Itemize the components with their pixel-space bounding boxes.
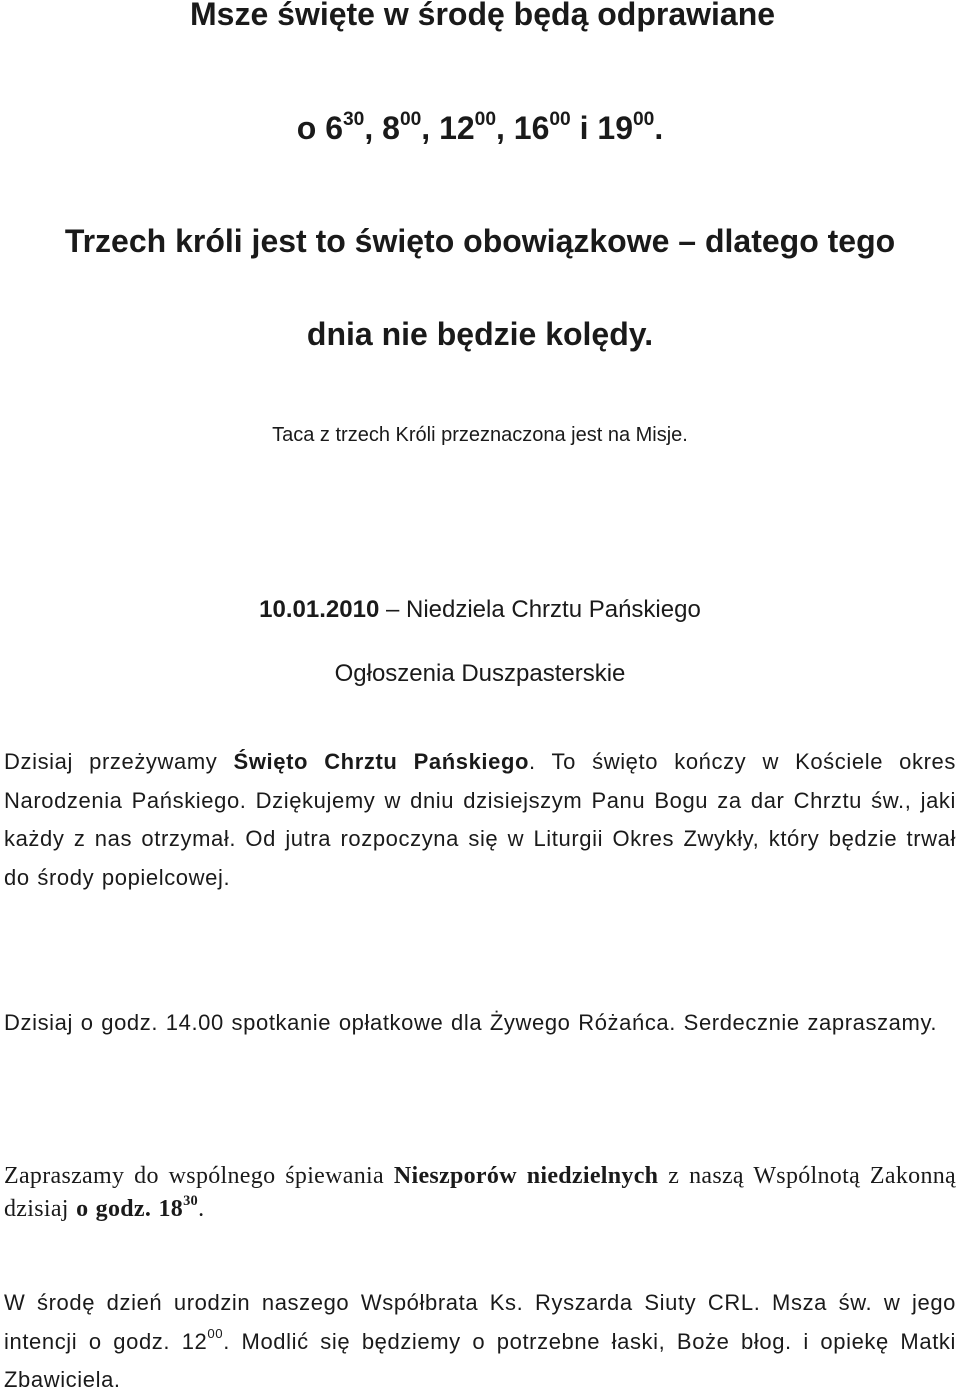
announcement-bold: o godz. 18	[76, 1196, 184, 1222]
time-superscript: 00	[632, 109, 655, 131]
time-superscript: 30	[343, 109, 365, 131]
no-carol-notice: dnia nie będzie kolędy.	[306, 316, 654, 352]
mass-times-text: o 6	[296, 110, 344, 146]
announcement-text: W środę dzień urodzin naszego Współbrata Ks. Ryszarda Siuty CRL. Msza św. w jego intencji o godz. 12	[4, 1290, 956, 1354]
time-superscript: 30	[183, 1193, 199, 1209]
announcement-bold: Święto Chrztu Pańskiego	[233, 749, 530, 774]
announcement-text: z naszą Wspólnotą Zakonną dzisiaj	[4, 1163, 956, 1222]
mass-schedule-heading: Msze święte w środę będą odprawiane	[190, 0, 776, 32]
collection-note: Taca z trzech Króli przeznaczona jest na Misje.	[272, 424, 688, 446]
mass-times-text: , 8	[364, 110, 400, 146]
announcement-vespers	[4, 1160, 956, 1226]
bulletin-feast: – Niedziela Chrztu Pańskiego	[379, 596, 701, 623]
time-superscript: 00	[474, 109, 496, 131]
bulletin-date: 10.01.2010	[259, 596, 380, 623]
announcement-text: Zapraszamy do wspólnego śpiewania	[4, 1163, 394, 1189]
announcement-baptism	[4, 743, 956, 897]
announcement-bold: Nieszporów niedzielnych	[393, 1163, 659, 1189]
announcement-rosary: Dzisiaj o godz. 14.00 spotkanie opłatkowe dla Żywego Różańca. Serdecznie zapraszamy.	[4, 1010, 938, 1035]
announcement-text: .	[198, 1196, 205, 1222]
holy-day-notice: Trzech króli jest to święto obowiązkowe – dlatego tego	[64, 223, 896, 259]
mass-times-text: .	[654, 110, 664, 146]
mass-times-text: i 19	[570, 110, 633, 146]
announcement-text: . To święto kończy w Kościele okres Narodzenia Pańskiego. Dziękujemy w dniu dzisiejszym Panu Bogu za dar Chrztu św., jaki każdy z nas otrzymał. Od jutra rozpoczyna się w Liturgii Okres Zwykły, który będzie trwał do środy popielcowej.	[4, 749, 956, 890]
announcement-text: . Modlić się będziemy o potrzebne łaski, Boże błog. i opiekę Matki Zbawiciela.	[4, 1328, 956, 1392]
time-superscript: 00	[549, 109, 571, 131]
time-superscript: 00	[399, 109, 422, 131]
bulletin-title: Ogłoszenia Duszpasterskie	[334, 660, 626, 687]
announcement-text: Dzisiaj przeżywamy	[4, 749, 234, 774]
mass-times-text: , 16	[496, 110, 550, 146]
mass-times	[0, 110, 960, 147]
mass-times-text: , 12	[421, 110, 475, 146]
bulletin-dateline	[0, 596, 960, 624]
announcement-birthday	[4, 1284, 956, 1400]
time-superscript: 00	[207, 1326, 224, 1342]
